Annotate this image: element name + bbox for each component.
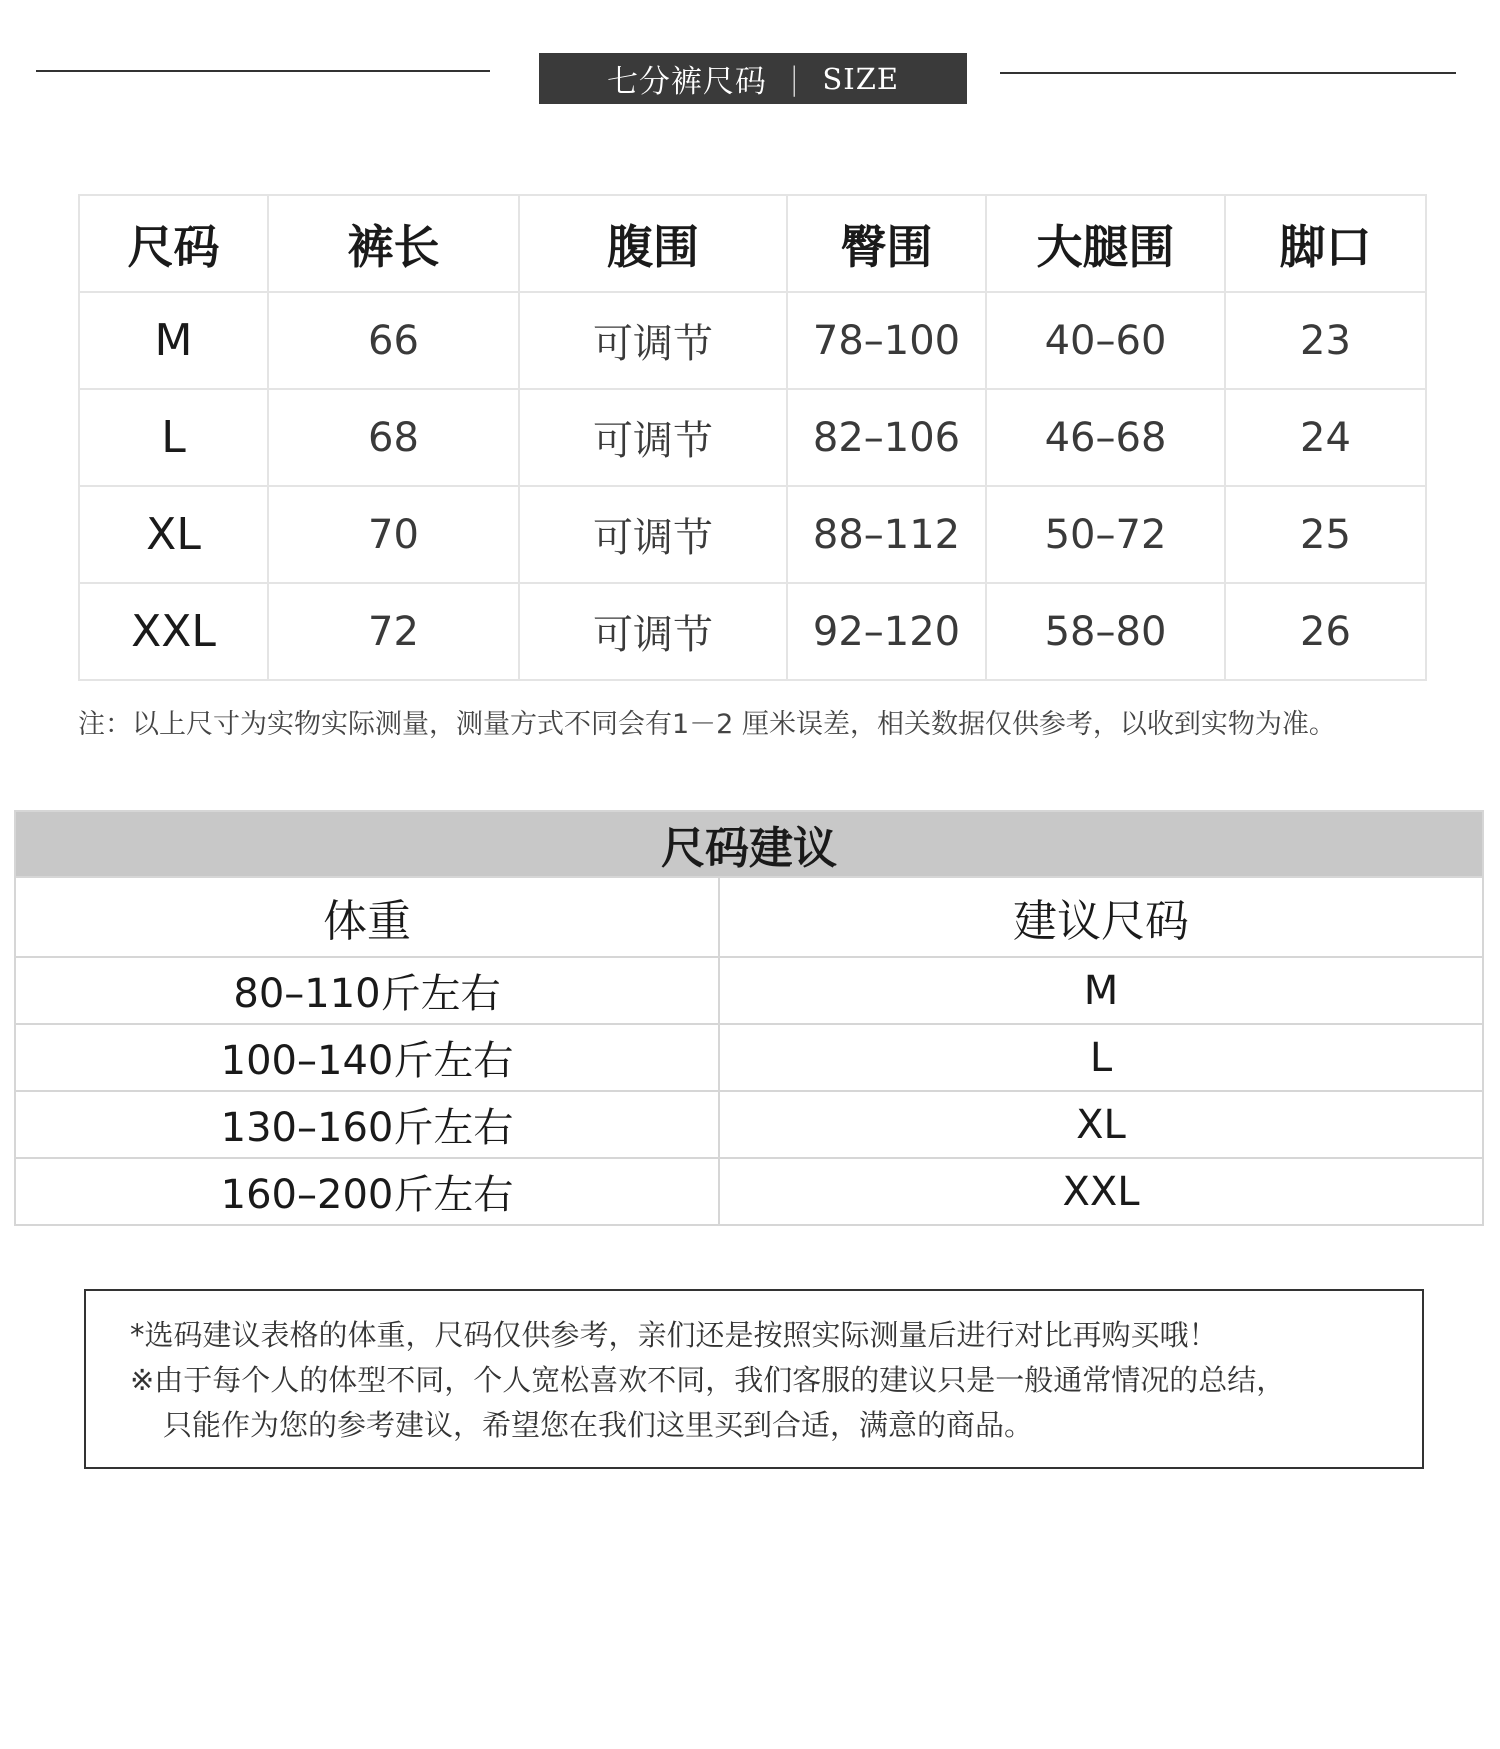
table-row — [15, 1024, 1483, 1091]
recommended-size-cell: M — [719, 957, 1483, 1024]
table-row — [79, 292, 1426, 389]
tip-line: 只能作为您的参考建议，希望您在我们这里买到合适，满意的商品。 — [163, 1408, 1034, 1442]
table-row — [15, 1158, 1483, 1225]
column-header: 裤长 — [268, 195, 519, 292]
hem-cell: 26 — [1225, 583, 1426, 680]
weight-cell: 100–140斤左右 — [15, 1024, 719, 1091]
thigh-cell: 46–68 — [986, 389, 1225, 486]
weight-cell: 130–160斤左右 — [15, 1091, 719, 1158]
length-cell: 68 — [268, 389, 519, 486]
length-cell: 70 — [268, 486, 519, 583]
size-cell: XL — [79, 486, 268, 583]
weight-cell: 160–200斤左右 — [15, 1158, 719, 1225]
column-header: 腹围 — [519, 195, 787, 292]
waist-cell: 可调节 — [519, 292, 787, 389]
thigh-cell: 40–60 — [986, 292, 1225, 389]
table-row — [15, 1091, 1483, 1158]
table-row — [79, 583, 1426, 680]
thigh-cell: 58–80 — [986, 583, 1225, 680]
hip-cell: 92–120 — [787, 583, 986, 680]
header-rule-left — [36, 70, 490, 72]
size-table-header — [79, 195, 1426, 292]
column-header: 脚口 — [1225, 195, 1426, 292]
tip-line: ※由于每个人的体型不同，个人宽松喜欢不同，我们客服的建议只是一般通常情况的总结， — [130, 1363, 1286, 1397]
column-header: 体重 — [15, 877, 719, 957]
table-row — [79, 486, 1426, 583]
hem-cell: 24 — [1225, 389, 1426, 486]
hip-cell: 82–106 — [787, 389, 986, 486]
waist-cell: 可调节 — [519, 389, 787, 486]
size-cell: M — [79, 292, 268, 389]
tip-line: *选码建议表格的体重，尺码仅供参考，亲们还是按照实际测量后进行对比再购买哦！ — [130, 1318, 1218, 1352]
size-cell: XXL — [79, 583, 268, 680]
recommend-header — [15, 877, 1483, 957]
title-en: SIZE — [822, 61, 900, 96]
title-separator: | — [788, 60, 801, 97]
column-header: 建议尺码 — [719, 877, 1483, 957]
table-row — [15, 957, 1483, 1024]
weight-cell: 80–110斤左右 — [15, 957, 719, 1024]
title-banner — [539, 53, 967, 104]
tips-box — [84, 1289, 1424, 1469]
size-table — [78, 194, 1427, 681]
size-cell: L — [79, 389, 268, 486]
waist-cell: 可调节 — [519, 583, 787, 680]
hip-cell: 88–112 — [787, 486, 986, 583]
recommended-size-cell: XL — [719, 1091, 1483, 1158]
hem-cell: 23 — [1225, 292, 1426, 389]
waist-cell: 可调节 — [519, 486, 787, 583]
thigh-cell: 50–72 — [986, 486, 1225, 583]
recommended-size-cell: L — [719, 1024, 1483, 1091]
length-cell: 72 — [268, 583, 519, 680]
hem-cell: 25 — [1225, 486, 1426, 583]
column-header: 尺码 — [79, 195, 268, 292]
recommend-table — [14, 810, 1484, 1226]
column-header: 大腿围 — [986, 195, 1225, 292]
recommended-size-cell: XXL — [719, 1158, 1483, 1225]
column-header: 臀围 — [787, 195, 986, 292]
table-row — [79, 389, 1426, 486]
recommend-title: 尺码建议 — [15, 811, 1483, 877]
hip-cell: 78–100 — [787, 292, 986, 389]
length-cell: 66 — [268, 292, 519, 389]
title-cn: 七分裤尺码 — [606, 64, 767, 100]
header-rule-right — [1000, 72, 1456, 74]
measurement-note: 注：以上尺寸为实物实际测量，测量方式不同会有1－2 厘米误差，相关数据仅供参考，以收到实物为准。 — [78, 709, 1336, 740]
